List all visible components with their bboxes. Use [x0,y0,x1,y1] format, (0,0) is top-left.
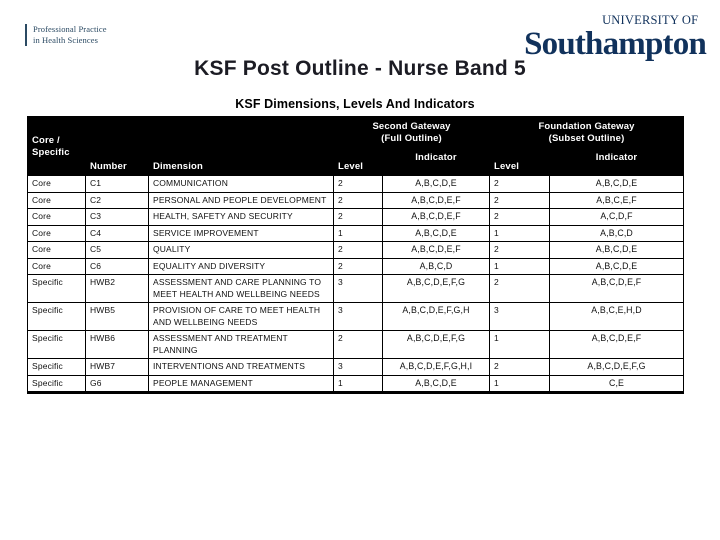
university-of-southampton-logo [524,14,706,61]
row-second-level: 3 [334,359,383,376]
row-foundation-indicator: A,B,C,E,F [550,192,684,209]
table-row [28,359,684,376]
row-foundation-level: 2 [490,359,550,376]
row-number: HWB5 [86,303,149,331]
row-core-specific: Core [28,192,86,209]
table-row [28,331,684,359]
row-core-specific: Specific [28,359,86,376]
university-logo-subtitle: UNIVERSITY OF [602,13,699,27]
row-number: C1 [86,176,149,193]
row-core-specific: Core [28,258,86,275]
column-header-foundation-indicator: Indicator [550,150,684,176]
group-header-second-gateway [334,118,490,150]
table-row [28,242,684,259]
row-foundation-indicator: A,B,C,E,H,D [550,303,684,331]
row-foundation-level: 2 [490,242,550,259]
row-second-level: 2 [334,258,383,275]
second-gateway-line2: (Full Outline) [381,133,442,144]
table-caption: KSF Dimensions, Levels And Indicators [235,97,475,111]
table-header [28,118,684,176]
row-second-level: 2 [334,242,383,259]
table-body [28,176,684,393]
row-dimension: PROVISION OF CARE TO MEET HEALTH AND WELLBEING NEEDS [149,303,334,331]
second-gateway-line1: Second Gateway [372,121,451,132]
professional-practice-logo [25,24,107,46]
row-second-level: 2 [334,331,383,359]
row-dimension: QUALITY [149,242,334,259]
row-second-level: 3 [334,275,383,303]
row-core-specific: Core [28,209,86,226]
row-second-level: 3 [334,303,383,331]
foundation-gateway-line1: Foundation Gateway [538,121,635,132]
row-number: C2 [86,192,149,209]
row-second-indicator: A,B,C,D,E [383,225,490,242]
table-row [28,275,684,303]
row-number: G6 [86,375,149,393]
row-foundation-indicator: A,B,C,D,E [550,242,684,259]
row-number: HWB6 [86,331,149,359]
row-number: C4 [86,225,149,242]
row-foundation-level: 2 [490,176,550,193]
column-header-dimension: Dimension [149,118,334,176]
row-core-specific: Specific [28,303,86,331]
row-dimension: HEALTH, SAFETY AND SECURITY [149,209,334,226]
row-number: C6 [86,258,149,275]
group-header-foundation-gateway [490,118,684,150]
professional-practice-logo-text [33,24,107,46]
row-foundation-indicator: A,B,C,D,E,F [550,331,684,359]
row-core-specific: Specific [28,275,86,303]
row-foundation-level: 2 [490,192,550,209]
foundation-gateway-line2: (Subset Outline) [548,133,625,144]
row-dimension: ASSESSMENT AND CARE PLANNING TO MEET HEALTH AND WELLBEING NEEDS [149,275,334,303]
row-second-indicator: A,B,C,D,E,F,G [383,331,490,359]
row-dimension: EQUALITY AND DIVERSITY [149,258,334,275]
table-row [28,303,684,331]
column-header-foundation-level: Level [490,150,550,176]
table-row [28,209,684,226]
row-foundation-indicator: A,B,C,D [550,225,684,242]
row-foundation-indicator: A,C,D,F [550,209,684,226]
row-number: HWB7 [86,359,149,376]
row-core-specific: Specific [28,375,86,393]
row-second-level: 1 [334,375,383,393]
table-row [28,192,684,209]
university-logo-wordmark: Southampton [524,25,706,62]
row-dimension: PEOPLE MANAGEMENT [149,375,334,393]
row-dimension: PERSONAL AND PEOPLE DEVELOPMENT [149,192,334,209]
row-core-specific: Core [28,176,86,193]
row-second-level: 2 [334,192,383,209]
row-second-indicator: A,B,C,D,E,F [383,192,490,209]
row-foundation-indicator: A,B,C,D,E [550,258,684,275]
row-second-level: 2 [334,176,383,193]
row-number: C5 [86,242,149,259]
row-number: HWB2 [86,275,149,303]
row-second-level: 1 [334,225,383,242]
column-header-second-indicator: Indicator [383,150,490,176]
row-number: C3 [86,209,149,226]
row-foundation-indicator: A,B,C,D,E,F,G [550,359,684,376]
row-second-indicator: A,B,C,D,E,F,G,H,I [383,359,490,376]
professional-practice-line1: Professional Practice [33,24,107,34]
row-second-indicator: A,B,C,D,E,F,G [383,275,490,303]
table-row [28,225,684,242]
row-second-indicator: A,B,C,D,E,F [383,242,490,259]
row-foundation-indicator: C,E [550,375,684,393]
row-foundation-level: 2 [490,275,550,303]
row-dimension: ASSESSMENT AND TREATMENT PLANNING [149,331,334,359]
row-second-indicator: A,B,C,D,E [383,176,490,193]
row-core-specific: Specific [28,331,86,359]
table-row [28,375,684,393]
row-dimension: COMMUNICATION [149,176,334,193]
row-second-indicator: A,B,C,D,E,F,G,H [383,303,490,331]
row-foundation-level: 1 [490,225,550,242]
professional-practice-line2: in Health Sciences [33,35,99,45]
table-row [28,176,684,193]
row-foundation-indicator: A,B,C,D,E,F [550,275,684,303]
column-header-number: Number [86,118,149,176]
row-foundation-level: 1 [490,331,550,359]
row-core-specific: Core [28,242,86,259]
slide-header [0,0,720,98]
core-specific-line1: Core / [32,135,60,146]
row-foundation-indicator: A,B,C,D,E [550,176,684,193]
ksf-table-section [27,97,683,394]
page-title: KSF Post Outline - Nurse Band 5 [194,57,526,80]
row-second-indicator: A,B,C,D,E,F [383,209,490,226]
row-second-level: 2 [334,209,383,226]
table-row [28,258,684,275]
row-foundation-level: 2 [490,209,550,226]
column-header-second-level: Level [334,150,383,176]
row-foundation-level: 1 [490,258,550,275]
row-dimension: SERVICE IMPROVEMENT [149,225,334,242]
row-foundation-level: 1 [490,375,550,393]
row-second-indicator: A,B,C,D [383,258,490,275]
logo-divider-bar [25,24,27,46]
row-dimension: INTERVENTIONS AND TREATMENTS [149,359,334,376]
row-second-indicator: A,B,C,D,E [383,375,490,393]
core-specific-line2: Specific [32,147,70,158]
row-foundation-level: 3 [490,303,550,331]
column-header-core-specific [28,118,86,176]
ksf-dimensions-table [27,116,684,394]
row-core-specific: Core [28,225,86,242]
